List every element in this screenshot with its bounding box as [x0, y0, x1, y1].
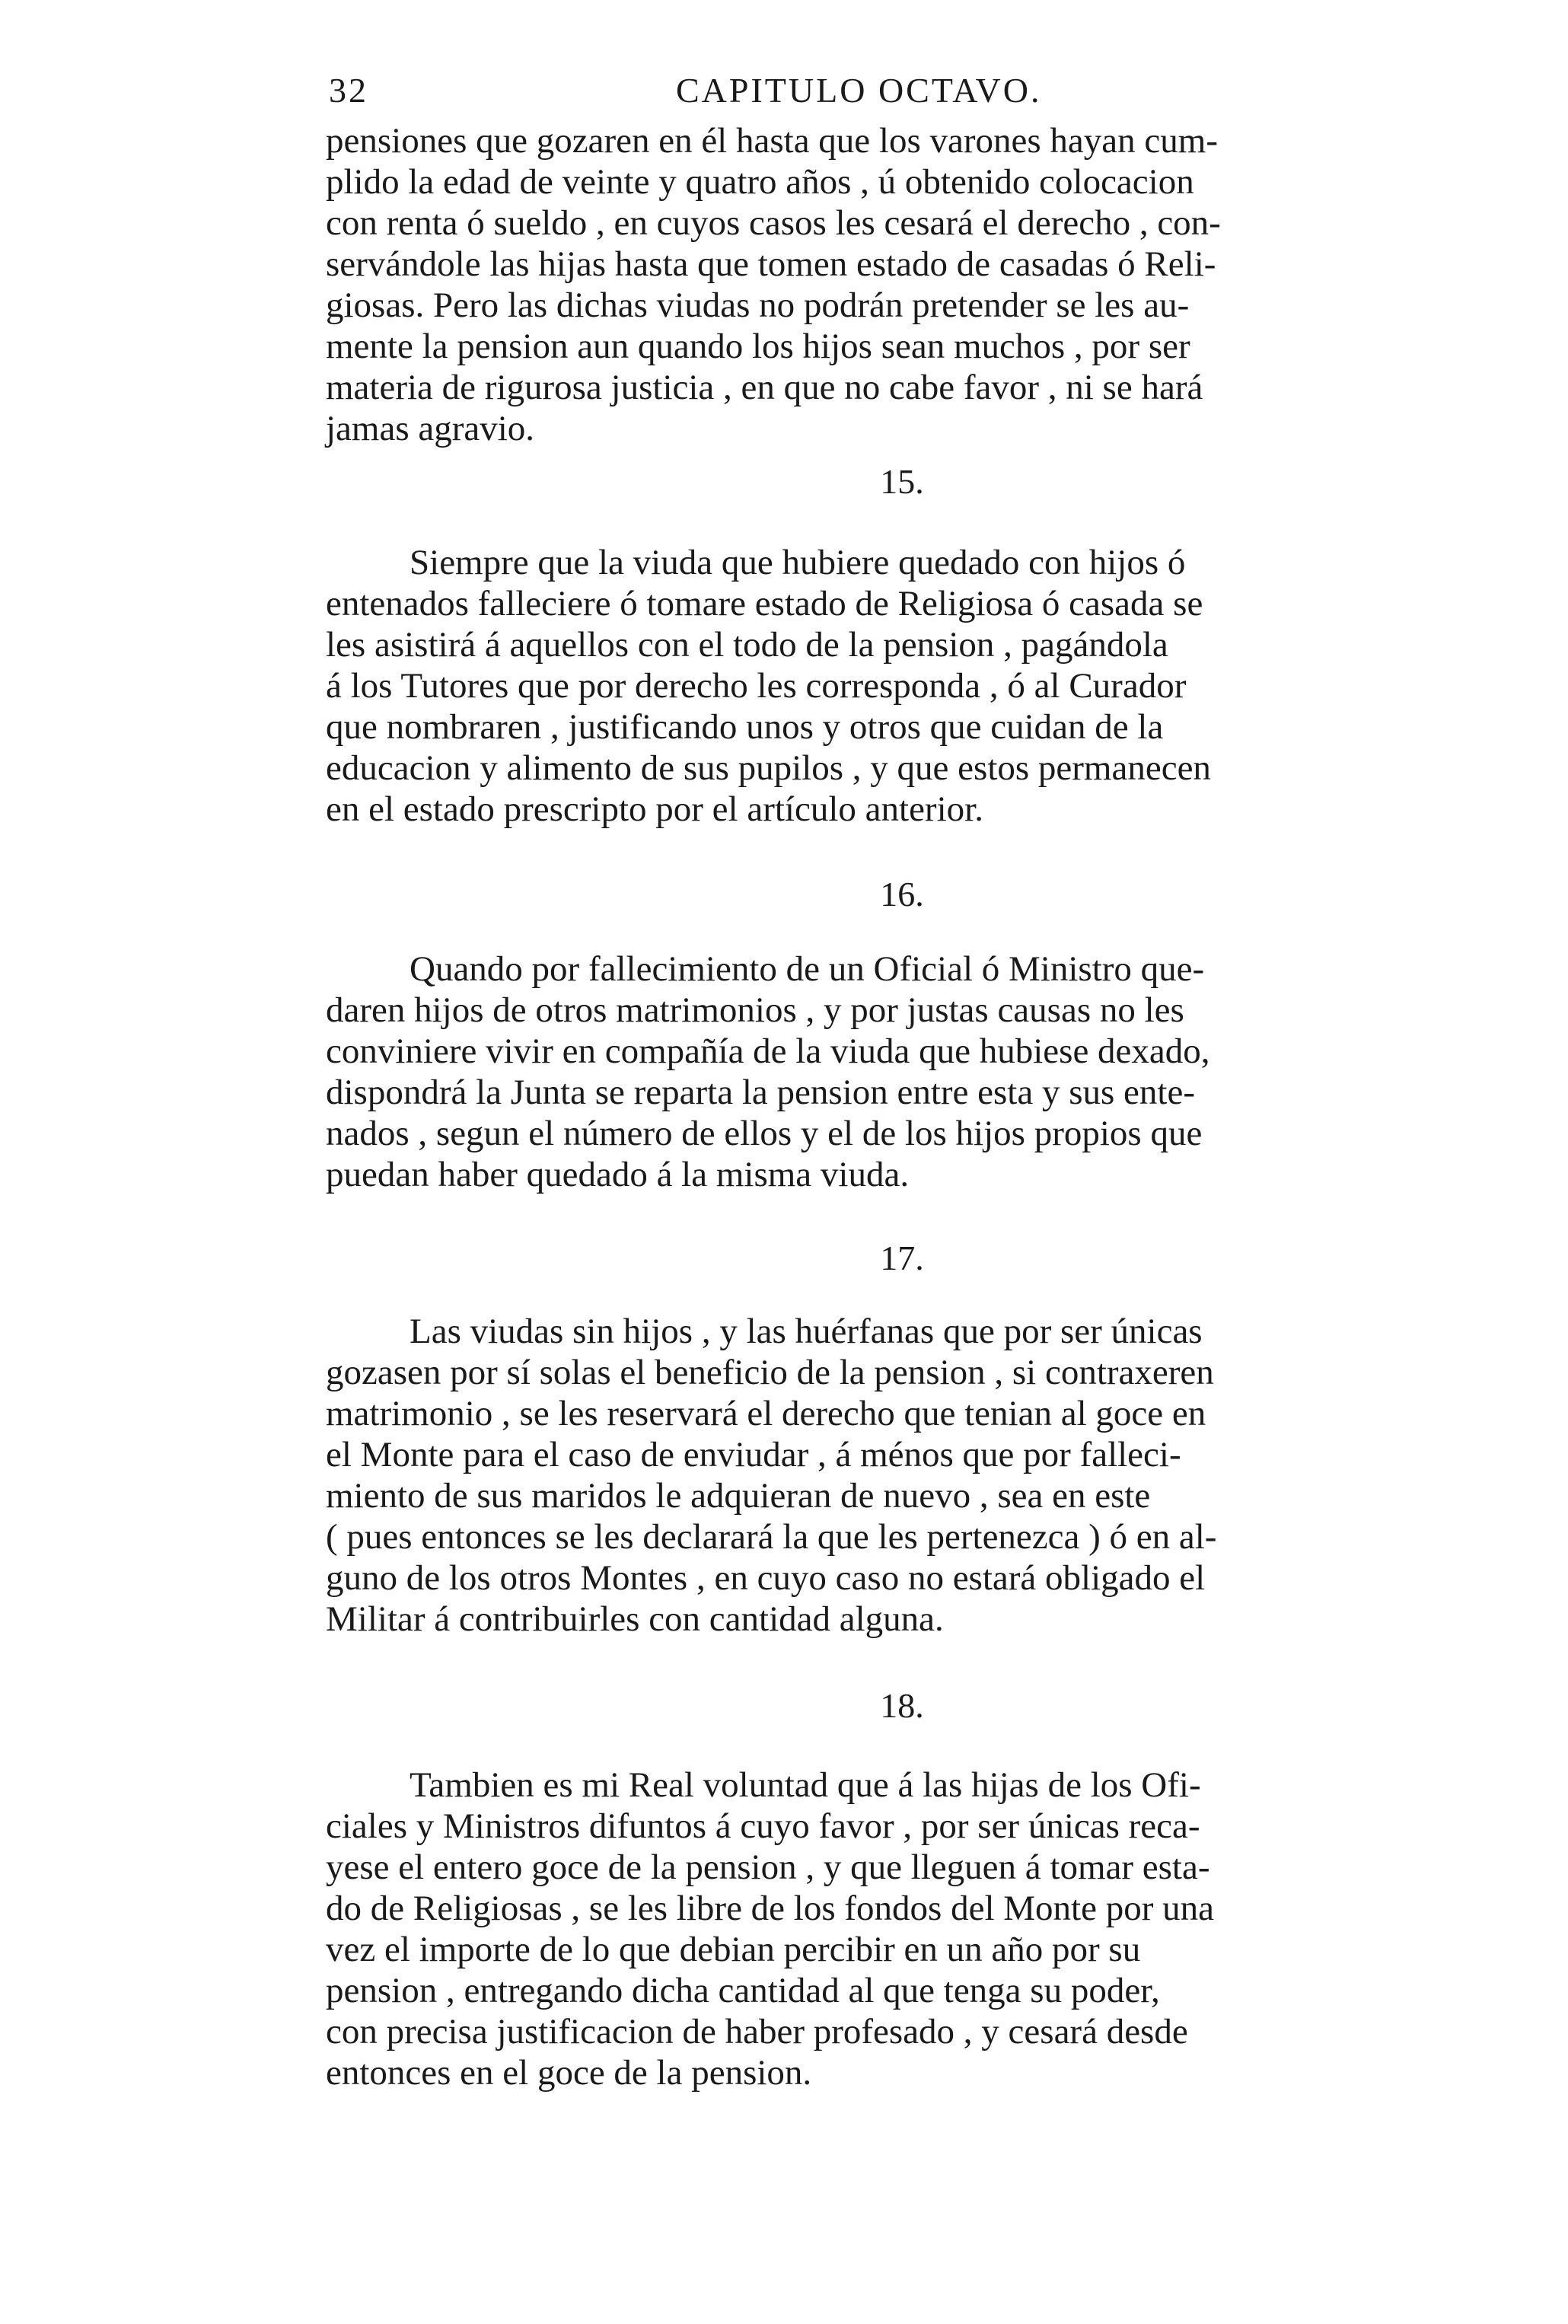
text-line: servándole las hijas hasta que tomen estado de casadas ó Reli-	[326, 244, 1216, 284]
text-line: guno de los otros Montes , en cuyo caso no estará obligado el	[326, 1558, 1206, 1598]
text-line: entenados falleciere ó tomare estado de Religiosa ó casada se	[326, 584, 1203, 623]
text-line: miento de sus maridos le adquieran de nuevo , sea en este	[326, 1476, 1151, 1516]
page-text	[326, 70, 1410, 2093]
article-number-18: 18.	[880, 1686, 924, 1725]
text-line: materia de rigurosa justicia , en que no cabe favor , ni se hará	[326, 368, 1203, 407]
text-line: á los Tutores que por derecho les corresponda , ó al Curador	[326, 666, 1187, 706]
text-line: Militar á contribuirles con cantidad alguna.	[326, 1599, 944, 1639]
text-line: educacion y alimento de sus pupilos , y que estos permanecen	[326, 748, 1211, 788]
text-line: entonces en el goce de la pension.	[326, 2053, 812, 2093]
text-line: Las viudas sin hijos , y las huérfanas que por ser únicas	[410, 1312, 1203, 1351]
text-line: matrimonio , se les reservará el derecho que tenian al goce en	[326, 1394, 1206, 1433]
paragraph-18	[326, 1765, 1410, 2093]
text-line: Quando por fallecimiento de un Oficial ó Ministro que-	[410, 949, 1205, 989]
text-line: plido la edad de veinte y quatro años , ú obtenido colocacion	[326, 162, 1194, 202]
text-line: gozasen por sí solas el beneficio de la pension , si contraxeren	[326, 1353, 1214, 1392]
text-line: puedan haber quedado á la misma viuda.	[326, 1155, 910, 1194]
text-line: jamas agravio.	[326, 409, 535, 448]
text-line: en el estado prescripto por el artículo anterior.	[326, 789, 983, 829]
text-line: que nombraren , justificando unos y otros que cuidan de la	[326, 707, 1164, 747]
article-number-16: 16.	[880, 875, 924, 913]
text-line: mente la pension aun quando los hijos sean muchos , por ser	[326, 327, 1190, 366]
text-line: Tambien es mi Real voluntad que á las hijas de los Ofi-	[410, 1765, 1201, 1805]
text-line: yese el entero goce de la pension , y que lleguen á tomar esta-	[326, 1847, 1210, 1887]
text-line: pensiones que gozaren en él hasta que los varones hayan cum-	[326, 121, 1218, 161]
text-line: pension , entregando dicha cantidad al que tenga su poder,	[326, 1971, 1160, 2010]
text-line: Siempre que la viuda que hubiere quedado con hijos ó	[410, 543, 1186, 582]
paragraph-16	[326, 948, 1410, 1195]
text-line: con precisa justificacion de haber profesado , y cesará desde	[326, 2012, 1188, 2051]
paragraph-14-continuation	[326, 120, 1410, 449]
text-line: daren hijos de otros matrimonios , y por justas causas no les	[326, 990, 1184, 1030]
text-line: les asistirá á aquellos con el todo de la pension , pagándola	[326, 625, 1168, 665]
text-line: con renta ó sueldo , en cuyos casos les cesará el derecho , con-	[326, 203, 1221, 243]
text-line: vez el importe de lo que debian percibir en un año por su	[326, 1930, 1141, 1969]
text-line: el Monte para el caso de enviudar , á ménos que por falleci-	[326, 1435, 1181, 1474]
text-line: ( pues entonces se les declarará la que les pertenezca ) ó en al-	[326, 1517, 1217, 1557]
article-number-15: 15.	[880, 462, 924, 501]
text-line: conviniere vivir en compañía de la viuda que hubiese dexado,	[326, 1031, 1210, 1071]
article-number-17: 17.	[880, 1239, 924, 1277]
running-head	[326, 70, 1410, 123]
text-line: ciales y Ministros difuntos á cuyo favor , por ser únicas reca-	[326, 1806, 1200, 1846]
paragraph-15	[326, 542, 1410, 830]
paragraph-17	[326, 1311, 1410, 1640]
text-line: nados , segun el número de ellos y el de los hijos propios que	[326, 1114, 1203, 1153]
chapter-title: CAPITULO OCTAVO.	[676, 71, 1042, 110]
text-line: do de Religiosas , se les libre de los fondos del Monte por una	[326, 1889, 1214, 1928]
text-line: giosas. Pero las dichas viudas no podrán pretender se les au-	[326, 285, 1190, 325]
page-number: 32	[329, 71, 368, 110]
text-line: dispondrá la Junta se reparta la pension entre esta y sus ente-	[326, 1073, 1195, 1112]
